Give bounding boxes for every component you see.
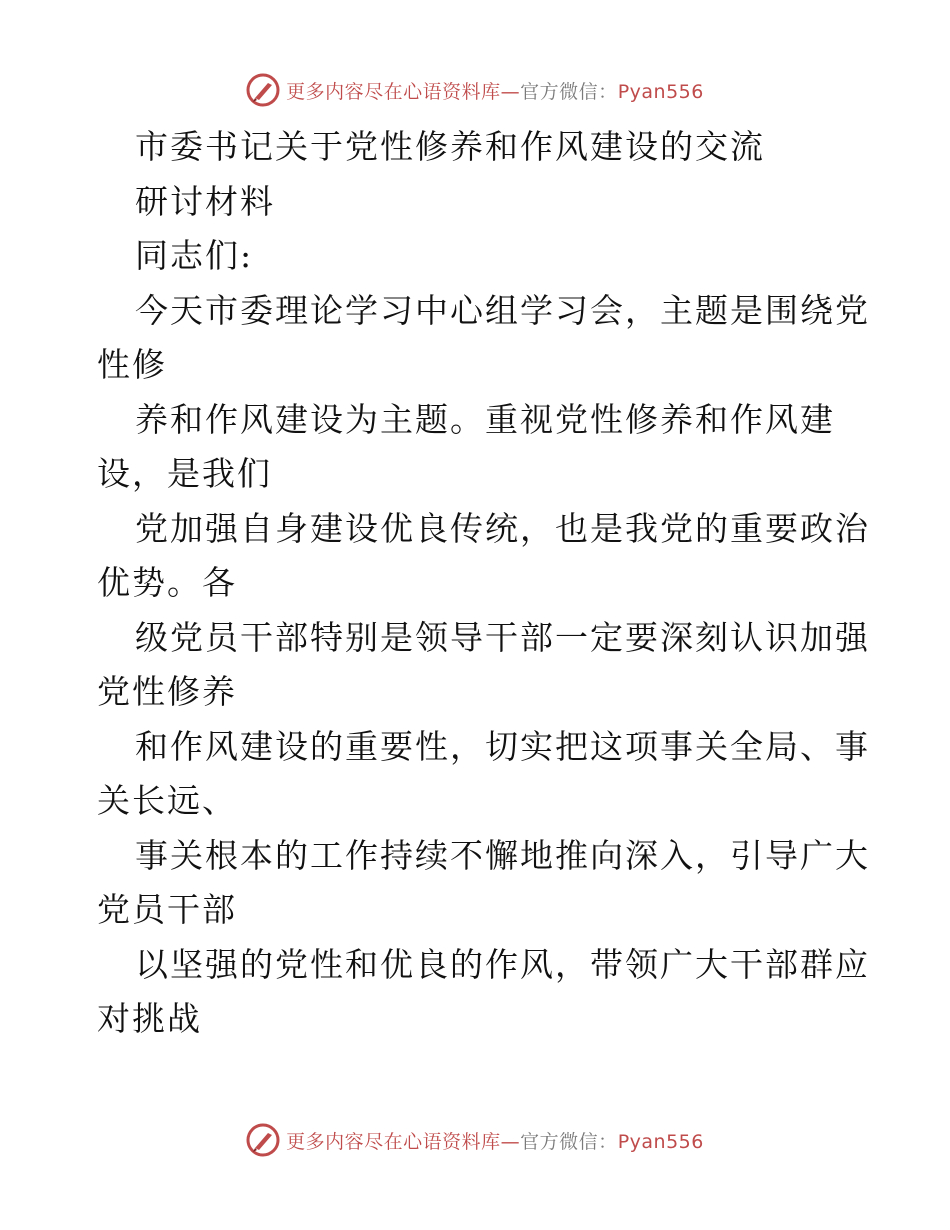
document-line: 优势。各 (97, 563, 237, 602)
banner-brand: 更多内容尽在心语资料库 (286, 80, 501, 103)
header-banner (0, 70, 950, 110)
banner-wechat-id: Pyan556 (617, 80, 704, 103)
document-line: 党员干部 (97, 890, 237, 929)
banner-wechat-label: 官方微信： (520, 1130, 618, 1153)
banner-wechat-id: Pyan556 (617, 1130, 704, 1153)
banner-brand: 更多内容尽在心语资料库 (286, 1130, 501, 1153)
document-line: 设，是我们 (97, 454, 272, 493)
quill-pen-logo-icon (246, 1123, 280, 1157)
quill-pen-logo-icon (246, 73, 280, 107)
banner-wechat-label: 官方微信： (520, 80, 618, 103)
document-line: 性修 (97, 345, 167, 384)
document-line: 级党员干部特别是领导干部一定要深刻认识加强 (135, 617, 870, 657)
document-line: 党加强自身建设优良传统，也是我党的重要政治 (135, 508, 870, 548)
document-line: 党性修养 (97, 672, 237, 711)
document-line: 养和作风建设为主题。重视党性修养和作风建 (135, 399, 835, 439)
document-line: 以坚强的党性和优良的作风，带领广大干部群应 (135, 944, 870, 984)
document-line: 关长远、 (97, 781, 237, 820)
document-line: 今天市委理论学习中心组学习会，主题是围绕党 (135, 290, 870, 330)
document-line: 事关根本的工作持续不懈地推向深入，引导广大 (135, 835, 870, 875)
footer-banner (0, 1120, 950, 1160)
banner-dash: — (500, 1130, 521, 1153)
document-line: 研讨材料 (135, 181, 275, 221)
document-body (97, 120, 870, 1047)
document-line: 市委书记关于党性修养和作风建设的交流 (135, 127, 765, 166)
document-line: 对挑战 (97, 999, 202, 1038)
banner-text (286, 77, 704, 104)
document-line: 同志们: (135, 236, 254, 275)
document-line: 和作风建设的重要性，切实把这项事关全局、事 (135, 726, 870, 766)
banner-text (286, 1127, 704, 1154)
banner-dash: — (500, 80, 521, 103)
